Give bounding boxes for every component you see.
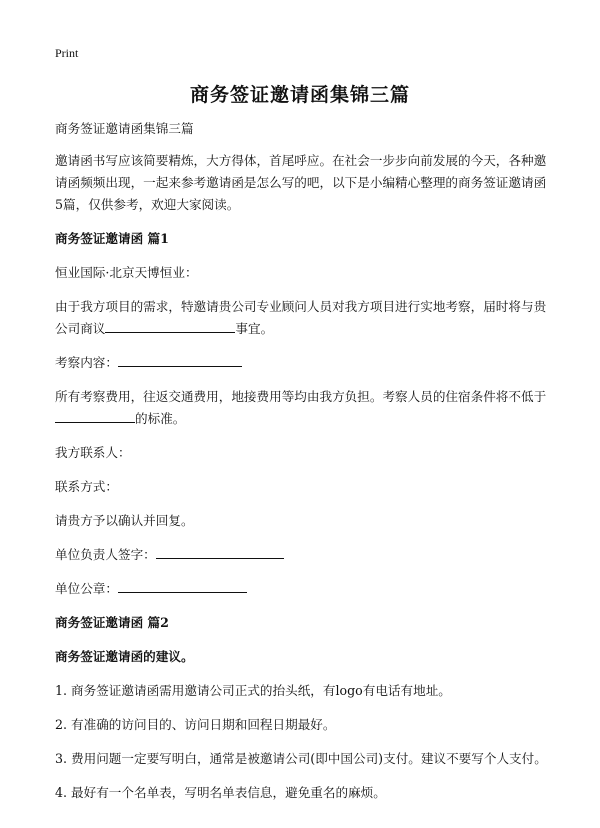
blank-underline xyxy=(118,352,242,367)
list-item: 3. 费用问题一定要写明白，通常是被邀请公司(即中国公司)支付。建议不要写个人支付。 xyxy=(55,751,547,766)
seal-line xyxy=(55,578,550,600)
document-body xyxy=(55,118,550,816)
document-title: 商务签证邀请函集锦三篇 xyxy=(189,84,410,106)
para1-text-before: 由于我方项目的需求，特邀请贵公司专业顾问人员对我方项目进行实地考察，届时将与贵公司商议 xyxy=(55,299,547,336)
signature-line xyxy=(55,544,550,566)
section1-heading: 商务签证邀请函 篇1 xyxy=(55,231,169,246)
para2-text-before: 所有考察费用，往返交通费用，地接费用等均由我方负担。考察人员的住宿条件将不低于 xyxy=(55,389,547,404)
contact-method-line: 联系方式： xyxy=(55,479,118,494)
section2-heading: 商务签证邀请函 篇2 xyxy=(55,615,169,630)
blank-underline xyxy=(156,544,284,559)
blank-underline xyxy=(55,408,135,423)
salutation: 恒业国际·北京天博恒业： xyxy=(55,265,198,280)
para2-text-after: 的标准。 xyxy=(135,411,186,426)
seal-label: 单位公章： xyxy=(55,581,118,596)
section1-paragraph-2 xyxy=(55,386,550,430)
document-subtitle: 商务签证邀请函集锦三篇 xyxy=(55,121,194,136)
confirm-line: 请贵方予以确认并回复。 xyxy=(55,513,194,528)
signature-label: 单位负责人签字： xyxy=(55,547,156,562)
list-item: 2. 有准确的访问目的、访问日期和回程日期最好。 xyxy=(55,717,336,732)
intro-paragraph: 邀请函书写应该简要精炼，大方得体，首尾呼应。在社会一步步向前发展的今天，各种邀请函频频出现，一起来参考邀请函是怎么写的吧，以下是小编精心整理的商务签证邀请函5篇，仅供参考，欢迎大家阅读。 xyxy=(55,153,547,212)
para1-text-after: 事宜。 xyxy=(235,321,274,336)
inspection-label: 考察内容： xyxy=(55,355,118,370)
print-link[interactable]: Print xyxy=(55,46,79,60)
inspection-content-line xyxy=(55,352,550,374)
blank-underline xyxy=(118,578,247,593)
section2-subheading: 商务签证邀请函的建议。 xyxy=(55,649,194,664)
list-item: 4. 最好有一个名单表，写明名单表信息，避免重名的麻烦。 xyxy=(55,785,386,800)
contact-person-line: 我方联系人： xyxy=(55,445,131,460)
section1-paragraph-1 xyxy=(55,296,550,340)
blank-underline xyxy=(105,318,235,333)
list-item: 1. 商务签证邀请函需用邀请公司正式的抬头纸，有logo有电话有地址。 xyxy=(55,683,451,698)
